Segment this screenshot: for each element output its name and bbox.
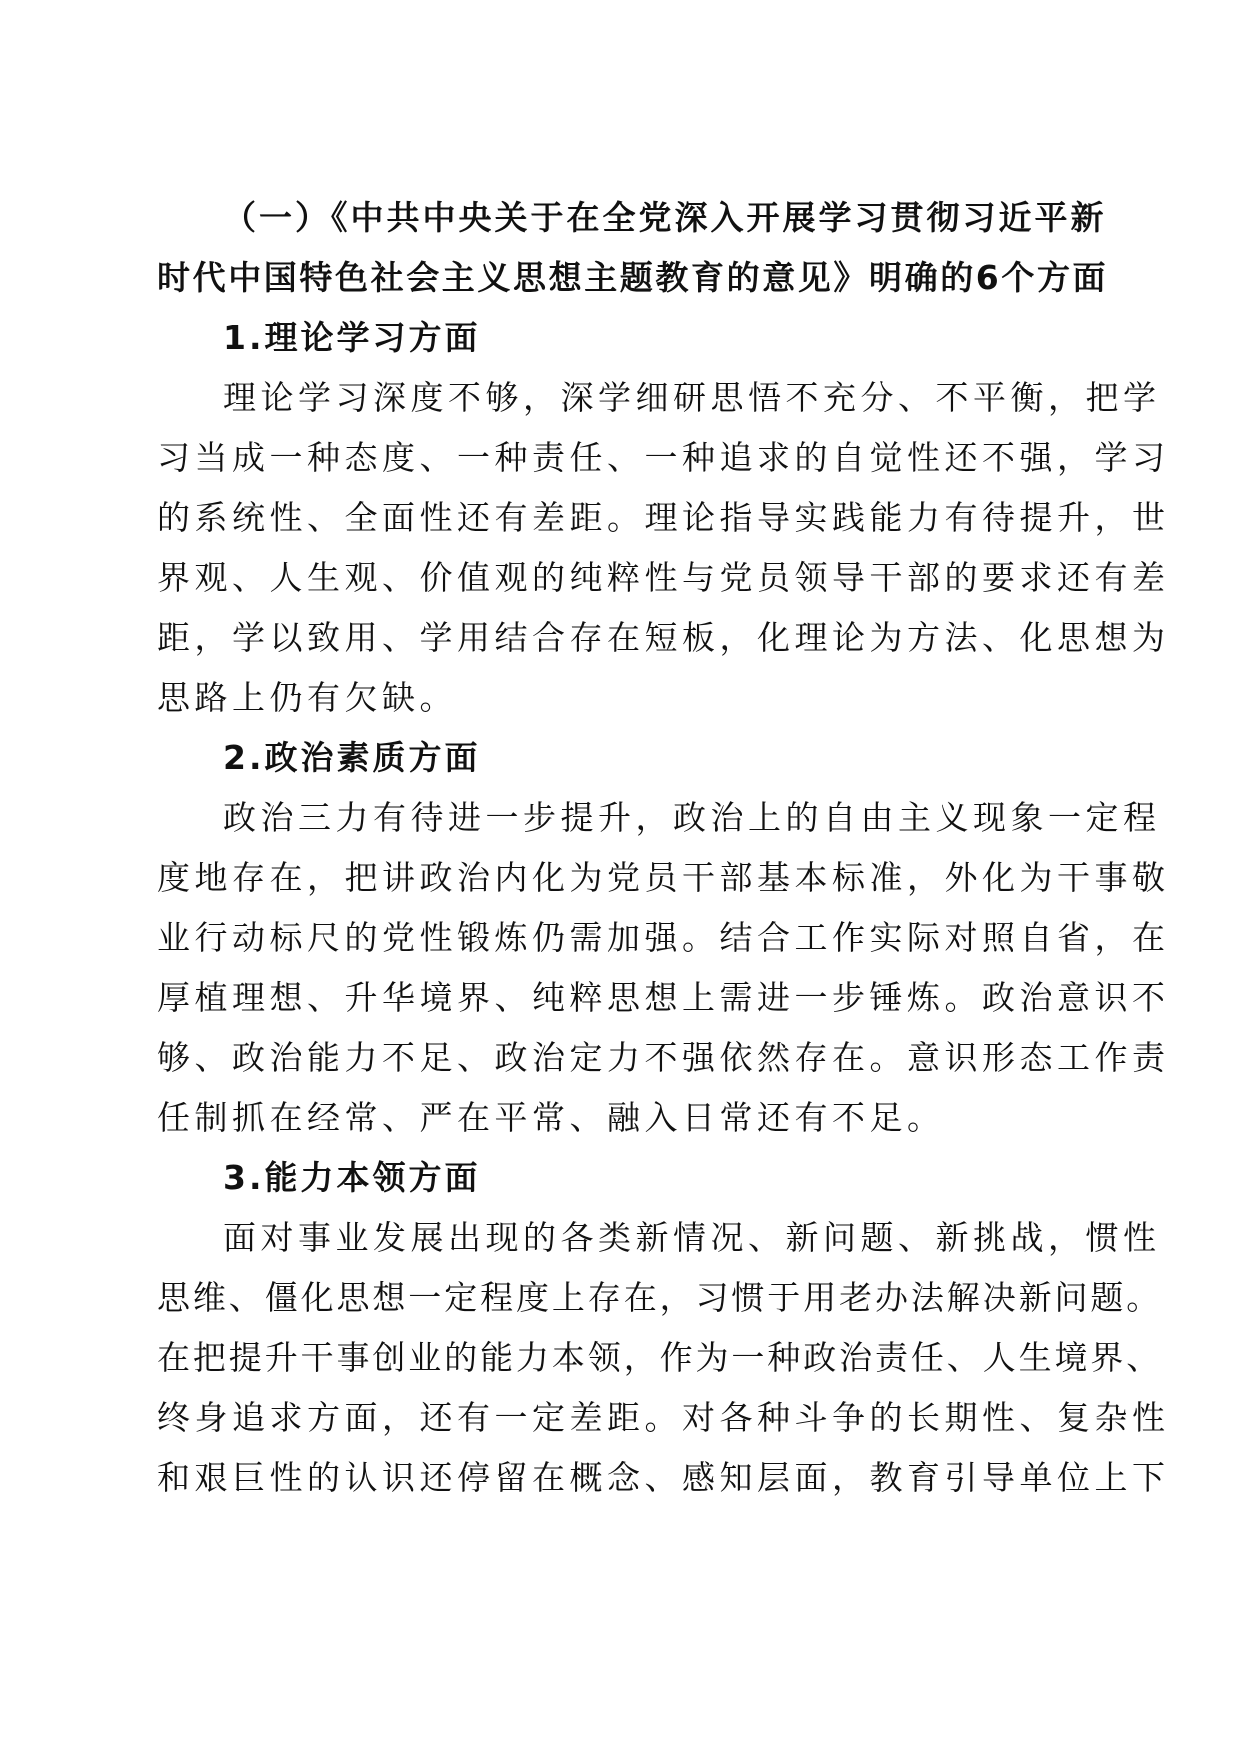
paragraph-line: 够、政治能力不足、政治定力不强依然存在。意识形态工作责 [157,1038,1170,1077]
subheading-ability-skills: 3.能力本领方面 [223,1158,481,1197]
paragraph-line: 政治三力有待进一步提升，政治上的自由主义现象一定程 [223,798,1161,837]
paragraph-line: 思路上仍有欠缺。 [157,678,457,717]
paragraph-line: 理论学习深度不够，深学细研思悟不充分、不平衡，把学 [223,378,1161,417]
section-title-line-1: （一）《中共中央关于在全党深入开展学习贯彻习近平新 [223,198,1107,237]
paragraph-line: 在把提升干事创业的能力本领，作为一种政治责任、人生境界、 [157,1338,1163,1377]
paragraph-line: 习当成一种态度、一种责任、一种追求的自觉性还不强，学习 [157,438,1170,477]
paragraph-line: 终身追求方面，还有一定差距。对各种斗争的长期性、复杂性 [157,1398,1170,1437]
paragraph-line: 思维、僵化思想一定程度上存在，习惯于用老办法解决新问题。 [157,1278,1163,1317]
paragraph-line: 和艰巨性的认识还停留在概念、感知层面，教育引导单位上下 [157,1458,1170,1497]
document-page [157,188,1170,1508]
paragraph-line: 距，学以致用、学用结合存在短板，化理论为方法、化思想为 [157,618,1170,657]
subheading-theory-study: 1.理论学习方面 [223,318,481,357]
section-title-line-2: 时代中国特色社会主义思想主题教育的意见》明确的6个方面 [157,258,1109,297]
paragraph-line: 的系统性、全面性还有差距。理论指导实践能力有待提升，世 [157,498,1170,537]
paragraph-line: 界观、人生观、价值观的纯粹性与党员领导干部的要求还有差 [157,558,1170,597]
paragraph-line: 业行动标尺的党性锻炼仍需加强。结合工作实际对照自省，在 [157,918,1170,957]
paragraph-line: 度地存在，把讲政治内化为党员干部基本标准，外化为干事敬 [157,858,1170,897]
paragraph-line: 任制抓在经常、严在平常、融入日常还有不足。 [157,1098,945,1137]
paragraph-line: 厚植理想、升华境界、纯粹思想上需进一步锤炼。政治意识不 [157,978,1170,1017]
subheading-political-quality: 2.政治素质方面 [223,738,481,777]
paragraph-line: 面对事业发展出现的各类新情况、新问题、新挑战，惯性 [223,1218,1161,1257]
